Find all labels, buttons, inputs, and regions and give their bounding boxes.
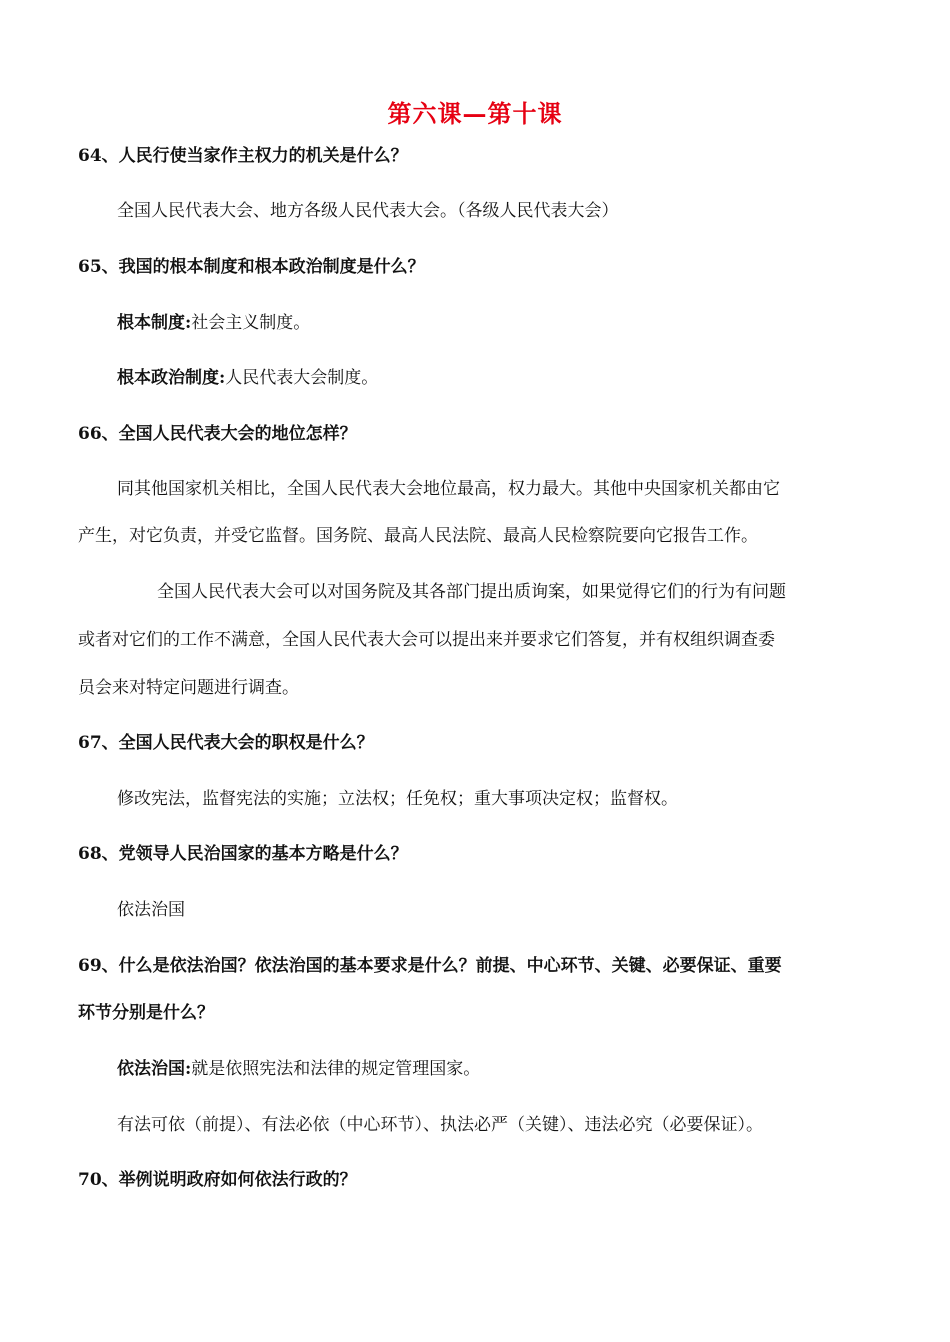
answer-67: 修改宪法，监督宪法的实施；立法权；任免权；重大事项决定权；监督权。 bbox=[117, 789, 678, 809]
question-64: 64、人民行使当家作主权力的机关是什么？ bbox=[78, 146, 408, 166]
answer-68: 依法治国 bbox=[117, 900, 185, 920]
answer-65-political-system-text: 人民代表大会制度。 bbox=[225, 368, 379, 388]
answer-65-basic-system-label: 根本制度: bbox=[117, 313, 192, 333]
answer-65-political-system-label: 根本政治制度: bbox=[117, 368, 226, 388]
answer-66-para1-line2: 产生，对它负责，并受它监督。国务院、最高人民法院、最高人民检察院要向它报告工作。 bbox=[78, 526, 758, 546]
answer-69-definition-text: 就是依照宪法和法律的规定管理国家。 bbox=[191, 1059, 481, 1079]
question-69-line1: 69、什么是依法治国？依法治国的基本要求是什么？前提、中心环节、关键、必要保证、重要 bbox=[78, 956, 782, 976]
page-title: 第六课—第十课 bbox=[387, 99, 563, 128]
question-65: 65、我国的根本制度和根本政治制度是什么？ bbox=[78, 257, 425, 277]
question-70: 70、举例说明政府如何依法行政的？ bbox=[78, 1170, 357, 1190]
answer-66-para2-line3: 员会来对特定问题进行调查。 bbox=[78, 678, 299, 698]
answer-65-basic-system-text: 社会主义制度。 bbox=[191, 313, 311, 333]
answer-69-requirements: 有法可依（前提）、有法必依（中心环节）、执法必严（关键）、违法必究（必要保证）。 bbox=[117, 1115, 763, 1135]
answer-65-basic-system bbox=[117, 309, 917, 337]
question-66: 66、全国人民代表大会的地位怎样？ bbox=[78, 424, 357, 444]
answer-69-definition-label: 依法治国: bbox=[117, 1059, 192, 1079]
answer-66-para2-line1: 全国人民代表大会可以对国务院及其各部门提出质询案，如果觉得它们的行为有问题 bbox=[157, 582, 786, 602]
question-69-line2: 环节分别是什么？ bbox=[78, 1003, 214, 1023]
answer-66-para1-line1: 同其他国家机关相比，全国人民代表大会地位最高，权力最大。其他中央国家机关都由它 bbox=[117, 479, 780, 499]
answer-69-definition bbox=[117, 1055, 917, 1083]
question-67: 67、全国人民代表大会的职权是什么？ bbox=[78, 733, 374, 753]
answer-65-political-system bbox=[117, 364, 917, 392]
question-68: 68、党领导人民治国家的基本方略是什么？ bbox=[78, 844, 408, 864]
answer-66-para2-line2: 或者对它们的工作不满意，全国人民代表大会可以提出来并要求它们答复，并有权组织调查委 bbox=[78, 630, 775, 650]
answer-64: 全国人民代表大会、地方各级人民代表大会。（各级人民代表大会） bbox=[117, 201, 619, 221]
